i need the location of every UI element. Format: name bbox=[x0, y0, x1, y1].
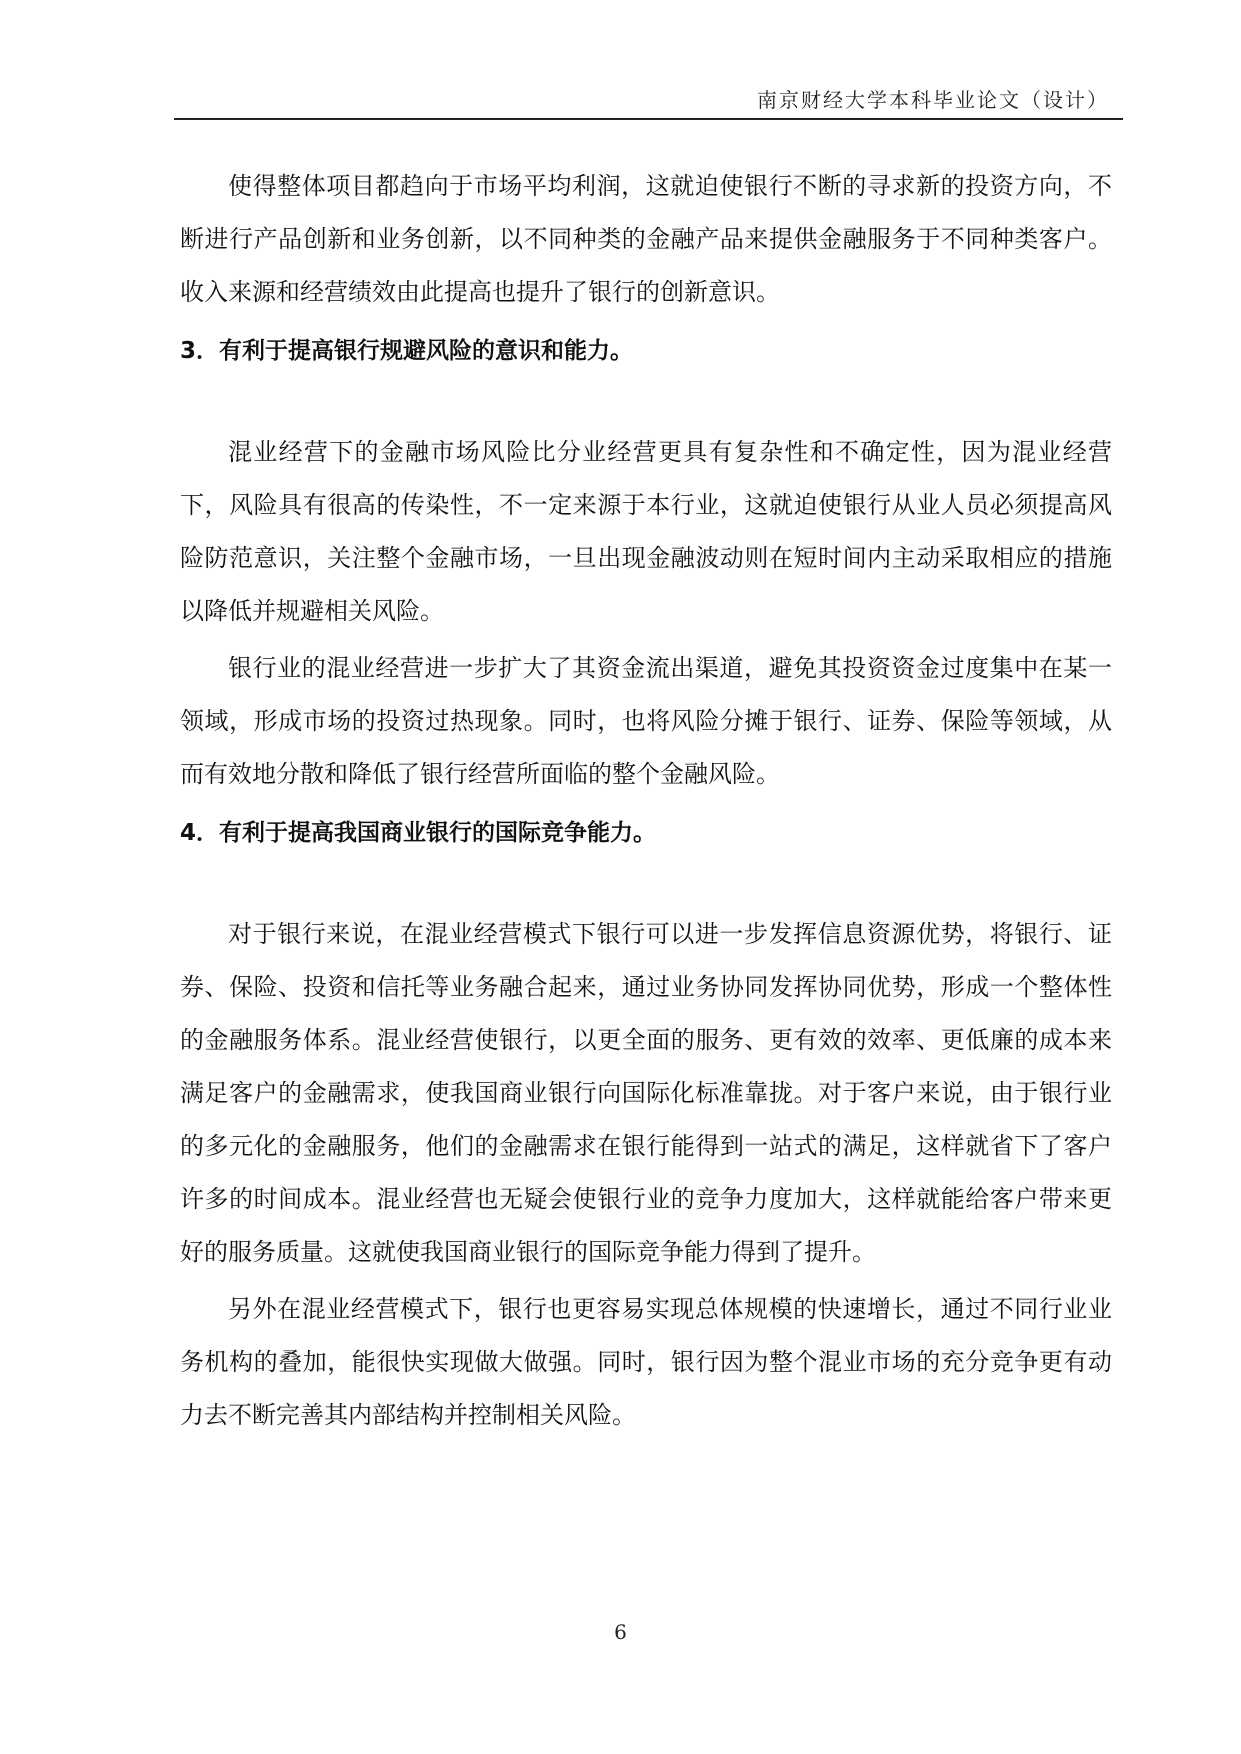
section-heading-4: 4．有利于提高我国商业银行的国际竞争能力。 bbox=[180, 820, 657, 846]
body-paragraph: 对于银行来说，在混业经营模式下银行可以进一步发挥信息资源优势，将银行、证券、保险、投资和信托等业务融合起来，通过业务协同发挥协同优势，形成一个整体性的金融服务体系。混业经营使银行，以更全面的服务、更有效的效率、更低廉的成本来满足客户的金融需求，使我国商业银行向国际化标准靠拢。对于客户来说，由于银行业的多元化的金融服务，他们的金融需求在银行能得到一站式的满足，这样就省下了客户许多的时间成本。混业经营也无疑会使银行业的竞争力度加大，这样就能给客户带来更好的服务质量。这就使我国商业银行的国际竞争能力得到了提升。 bbox=[180, 920, 1112, 1266]
page-header bbox=[174, 82, 1123, 120]
body-paragraph: 另外在混业经营模式下，银行也更容易实现总体规模的快速增长，通过不同行业业务机构的叠加，能很快实现做大做强。同时，银行因为整个混业市场的充分竞争更有动力去不断完善其内部结构并控制相关风险。 bbox=[180, 1295, 1112, 1429]
document-body bbox=[180, 160, 1112, 1442]
body-paragraph: 使得整体项目都趋向于市场平均利润，这就迫使银行不断的寻求新的投资方向，不断进行产品创新和业务创新，以不同种类的金融产品来提供金融服务于不同种类客户。收入来源和经营绩效由此提高也提升了银行的创新意识。 bbox=[180, 172, 1112, 306]
heading-spacer bbox=[180, 860, 1112, 908]
body-paragraph: 混业经营下的金融市场风险比分业经营更具有复杂性和不确定性，因为混业经营下，风险具有很高的传染性，不一定来源于本行业，这就迫使银行从业人员必须提高风险防范意识，关注整个金融市场，一旦出现金融波动则在短时间内主动采取相应的措施以降低并规避相关风险。 bbox=[180, 438, 1112, 625]
section-heading-3: 3．有利于提高银行规避风险的意识和能力。 bbox=[180, 338, 634, 364]
header-title: 南京财经大学本科毕业论文（设计） bbox=[757, 88, 1109, 112]
page-number: 6 bbox=[614, 1620, 627, 1644]
heading-spacer bbox=[180, 378, 1112, 426]
body-paragraph: 银行业的混业经营进一步扩大了其资金流出渠道，避免其投资资金过度集中在某一领域，形成市场的投资过热现象。同时，也将风险分摊于银行、证券、保险等领域，从而有效地分散和降低了银行经营所面临的整个金融风险。 bbox=[180, 654, 1112, 788]
